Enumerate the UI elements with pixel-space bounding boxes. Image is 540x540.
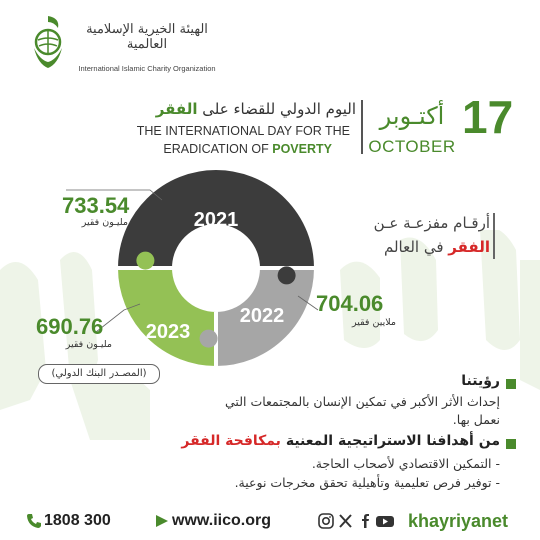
social-icons bbox=[318, 513, 402, 529]
vision-text-line2: نعمل بها. bbox=[452, 412, 500, 427]
facebook-icon bbox=[362, 514, 369, 528]
month-english: OCTOBER bbox=[368, 137, 456, 156]
phone-icon bbox=[26, 513, 42, 529]
value-2023: 690.76 bbox=[36, 314, 104, 339]
title-english-pre: ERADICATION OF bbox=[163, 142, 269, 156]
value-2022: 704.06 bbox=[316, 291, 384, 316]
play-arrow-icon bbox=[154, 514, 170, 528]
goals-title-highlight: بمكافحة الفقر bbox=[181, 433, 281, 449]
goals-title bbox=[130, 433, 500, 449]
figures-heading-line1: أرقـام مفزعـة عـن bbox=[373, 214, 490, 232]
puzzle-knob-2 bbox=[200, 330, 218, 348]
month-arabic: أكتـوبر bbox=[379, 102, 445, 130]
puzzle-knob-1 bbox=[278, 266, 296, 284]
vision-title: رؤيتنا bbox=[461, 373, 500, 389]
title-arabic-highlight: الفقر bbox=[155, 100, 198, 118]
social-handle[interactable]: khayriyanet bbox=[408, 511, 509, 531]
value-2021: 733.54 bbox=[62, 193, 130, 218]
poverty-donut-chart bbox=[112, 164, 320, 372]
youtube-icon bbox=[376, 516, 394, 527]
website-link[interactable]: www.iico.org bbox=[172, 512, 271, 529]
logo-name-english: International Islamic Charity Organization bbox=[78, 64, 216, 73]
instagram-icon bbox=[319, 514, 333, 528]
logo-name-arabic: الهيئة الخيرية الإسلامية العالمية bbox=[86, 22, 208, 52]
unit-2021: مليـون فقير bbox=[81, 217, 128, 228]
iico-logo-icon bbox=[30, 14, 66, 72]
unit-2022: ملايين فقير bbox=[352, 317, 396, 328]
title-english-highlight: POVERTY bbox=[272, 142, 332, 156]
goals-title-pre: من أهدافنا الاستراتيجية المعنية bbox=[285, 433, 500, 449]
title-english-line1: THE INTERNATIONAL DAY FOR THE bbox=[136, 124, 350, 138]
goal-item-2: - توفير فرص تعليمية وتأهيلية تحقق مخرجات نوعية. bbox=[234, 475, 500, 490]
title-arabic bbox=[120, 100, 356, 118]
figures-accent-bar bbox=[493, 213, 495, 259]
header-divider bbox=[361, 100, 363, 154]
figures-heading-highlight: الفقر bbox=[448, 238, 490, 256]
puzzle-knob-3 bbox=[136, 252, 154, 270]
source-badge: (المصـدر البنك الدولي) bbox=[38, 364, 160, 384]
figures-heading-line2 bbox=[318, 238, 490, 256]
vision-text-line1: إحداث الأثر الأكبر في تمكين الإنسان بالمجتمعات التي bbox=[225, 394, 500, 409]
donut-hole bbox=[176, 228, 256, 308]
donut-label-2021: 2021 bbox=[193, 209, 239, 231]
phone-number[interactable]: 1808 300 bbox=[44, 512, 111, 529]
donut-label-2023: 2023 bbox=[145, 321, 191, 343]
goal-item-1: - التمكين الاقتصادي لأصحاب الحاجة. bbox=[311, 456, 500, 471]
goals-bullet-square bbox=[506, 439, 516, 449]
day-number: 17 bbox=[462, 91, 514, 143]
title-english-line2 bbox=[100, 142, 332, 156]
vision-bullet-square bbox=[506, 379, 516, 389]
unit-2023: مليـون فقير bbox=[65, 339, 112, 350]
figures-heading-rest: في العالم bbox=[383, 238, 444, 256]
title-arabic-pre: اليوم الدولي للقضاء على bbox=[202, 100, 356, 118]
donut-label-2022: 2022 bbox=[239, 305, 285, 327]
x-icon bbox=[340, 515, 351, 527]
